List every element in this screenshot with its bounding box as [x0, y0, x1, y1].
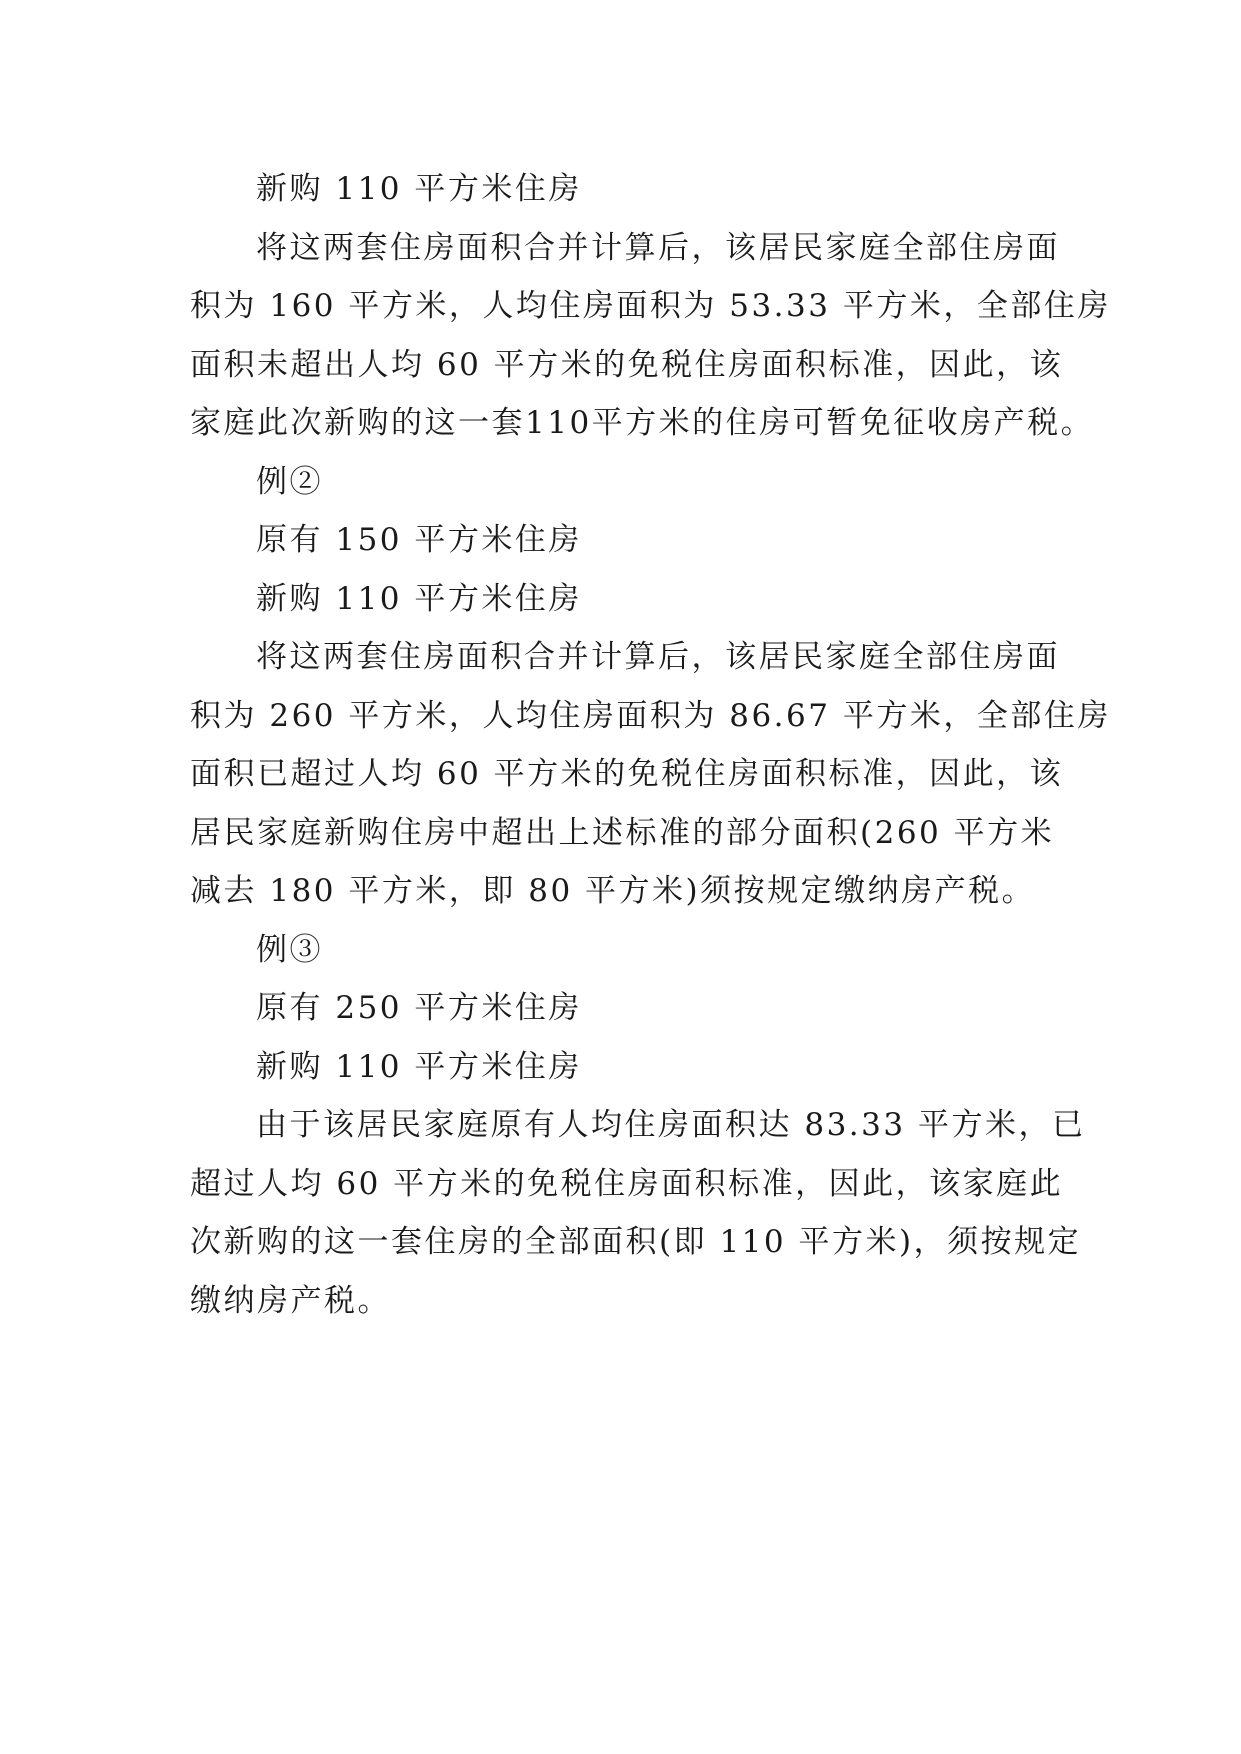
text-line-20: 缴纳房产税。	[190, 1282, 391, 1319]
text-line-17: 由于该居民家庭原有人均住房面积达 83.33 平方米，已	[256, 1107, 1086, 1143]
document-page	[190, 160, 1111, 1330]
text-line-5: 家庭此次新购的这一套110平方米的住房可暂免征收房产税。	[190, 405, 1095, 441]
text-line-8: 新购 110 平方米住房	[256, 580, 582, 617]
text-line-12: 居民家庭新购住房中超出上述标准的部分面积(260 平方米	[190, 814, 1055, 851]
text-line-3: 积为 160 平方米，人均住房面积为 53.33 平方米，全部住房	[190, 288, 1111, 324]
text-line-10: 积为 260 平方米，人均住房面积为 86.67 平方米，全部住房	[190, 697, 1111, 734]
text-line-2: 将这两套住房面积合并计算后，该居民家庭全部住房面	[256, 229, 1060, 266]
text-line-18: 超过人均 60 平方米的免税住房面积标准，因此，该家庭此	[190, 1165, 1064, 1202]
example-heading-3: 例③	[256, 931, 323, 968]
text-line-1: 新购 110 平方米住房	[256, 171, 582, 207]
text-line-9: 将这两套住房面积合并计算后，该居民家庭全部住房面	[256, 639, 1060, 675]
text-line-11: 面积已超过人均 60 平方米的免税住房面积标准，因此，该	[190, 756, 1064, 792]
text-line-15: 原有 250 平方米住房	[256, 990, 582, 1026]
text-line-19: 次新购的这一套住房的全部面积(即 110 平方米)，须按规定	[190, 1224, 1082, 1260]
text-line-7: 原有 150 平方米住房	[256, 522, 582, 558]
text-line-13: 减去 180 平方米，即 80 平方米)须按规定缴纳房产税。	[190, 873, 1036, 909]
text-line-4: 面积未超出人均 60 平方米的免税住房面积标准，因此，该	[190, 346, 1064, 383]
text-line-16: 新购 110 平方米住房	[256, 1048, 582, 1085]
example-heading-2: 例②	[256, 463, 323, 500]
